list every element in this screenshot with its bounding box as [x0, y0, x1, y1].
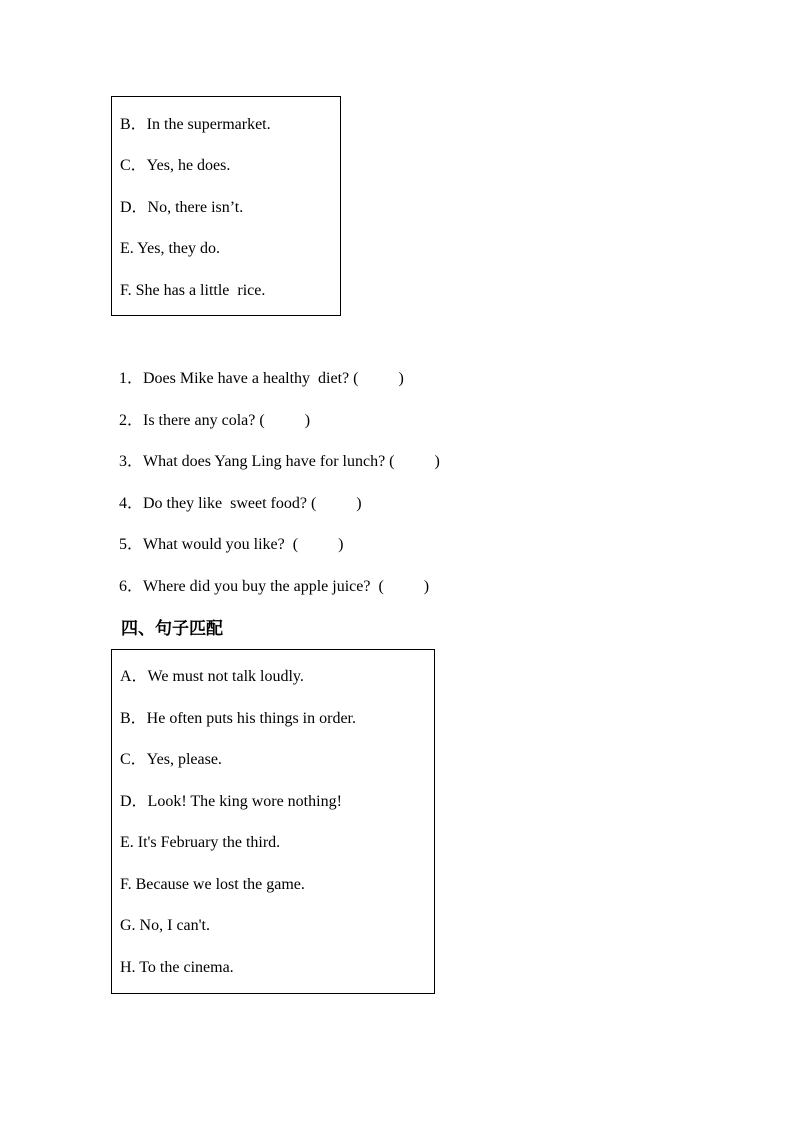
match-option-g: G. No, I can't. [120, 917, 210, 934]
answer-option-f: F. She has a little rice. [120, 282, 266, 299]
question-6: 6．Where did you buy the apple juice? ( ) [119, 578, 430, 595]
answer-option-b: B．In the supermarket. [120, 116, 271, 133]
answer-option-e: E. Yes, they do. [120, 240, 221, 257]
match-option-e: E. It's February the third. [120, 834, 281, 851]
question-2: 2．Is there any cola? ( ) [119, 412, 311, 429]
match-option-a: A．We must not talk loudly. [120, 668, 304, 685]
question-5: 5．What would you like? ( ) [119, 536, 344, 553]
match-option-c: C．Yes, please. [120, 751, 222, 768]
answer-option-c: C．Yes, he does. [120, 157, 231, 174]
question-1: 1．Does Mike have a healthy diet? ( ) [119, 370, 404, 387]
match-option-d: D．Look! The king wore nothing! [120, 793, 342, 810]
match-option-h: H. To the cinema. [120, 959, 234, 976]
match-option-f: F. Because we lost the game. [120, 876, 305, 893]
answer-options-box-2 [111, 649, 435, 994]
question-4: 4．Do they like sweet food? ( ) [119, 495, 362, 512]
answer-option-d: D．No, there isn’t. [120, 199, 244, 216]
question-3: 3．What does Yang Ling have for lunch? ( ) [119, 453, 440, 470]
section-heading: 四、句子匹配 [121, 619, 223, 639]
match-option-b: B．He often puts his things in order. [120, 710, 356, 727]
answer-options-box-1 [111, 96, 341, 316]
